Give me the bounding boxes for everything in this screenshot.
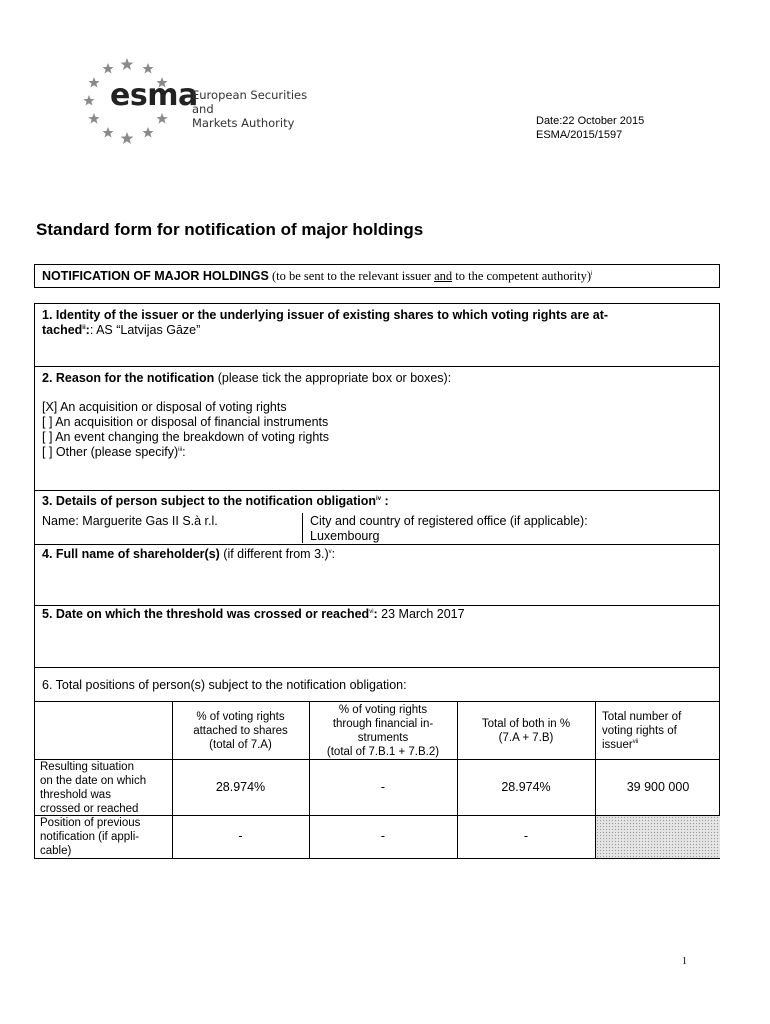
section-2-reason: 2. Reason for the notification (please tick the appropriate box or boxes): [X] An acquisition or disposal of voting rights [ ] An acquisition or disposal of financial instruments [ ] An event changing the breakdown of voting rights [ ] Other (please specify)$^{iii}$: xyxy=(42,371,452,459)
divider xyxy=(35,701,719,702)
esma-logo xyxy=(78,52,318,152)
resulting-instruments-percent: - xyxy=(380,780,386,794)
divider xyxy=(35,490,719,491)
section-6-heading: 6. Total positions of person(s) subject to the notification obligation: xyxy=(42,678,407,692)
logo-wordmark: esma xyxy=(110,78,198,113)
document-reference: ESMA/2015/1597 xyxy=(536,129,623,141)
document-meta xyxy=(536,114,644,142)
reason-option-breakdown-change: [ ] An event changing the breakdown of voting rights xyxy=(42,430,329,444)
divider xyxy=(35,544,719,545)
divider xyxy=(35,605,719,606)
reason-option-voting-rights: [X] An acquisition or disposal of voting rights xyxy=(42,400,287,414)
section-2-heading: 2. Reason for the notification xyxy=(42,371,215,385)
row-label-resulting-situation: Resulting situation on the date on which threshold was crossed or reached xyxy=(40,761,147,815)
previous-total-percent: - xyxy=(523,829,529,843)
shaded-cell xyxy=(596,816,720,858)
org-name-line2: Markets Authority xyxy=(192,116,295,130)
document-date: Date:22 October 2015 xyxy=(536,115,645,127)
section-4-shareholders: 4. Full name of shareholder(s) (if different from 3.)$^v$: xyxy=(42,547,336,561)
divider xyxy=(35,667,719,668)
page-number: 1 xyxy=(682,956,687,967)
threshold-date: 23 March 2017 xyxy=(377,607,465,621)
previous-shares-percent: - xyxy=(238,829,243,843)
divider xyxy=(35,366,719,367)
section-1-heading: 1. Identity of the issuer or the underlying issuer of existing shares to which voting rights are at- xyxy=(42,308,609,322)
resulting-total-voting-rights: 39 900 000 xyxy=(626,780,690,794)
notification-header-box xyxy=(34,264,720,288)
issuer-name: : AS “Latvijas Gāze” xyxy=(89,323,201,337)
row-label-previous-position: Position of previous notification (if appli- cable) xyxy=(40,817,141,857)
section-3-heading: 3. Details of person subject to the notification obligation$^{iv}$ : xyxy=(42,494,389,508)
col-header-instruments: % of voting rights through financial in- struments (total of 7.B.1 + 7.B.2) xyxy=(326,704,440,758)
resulting-total-percent: 28.974% xyxy=(501,780,551,794)
registered-office: City and country of registered office (if applicable): Luxembourg xyxy=(310,514,588,543)
divider xyxy=(302,513,303,543)
reason-option-financial-instruments: [ ] An acquisition or disposal of financial instruments xyxy=(42,415,329,429)
page-title: Standard form for notification of major holdings xyxy=(36,220,424,239)
registered-office-value: Luxembourg xyxy=(310,529,380,543)
col-header-shares: % of voting rights attached to shares (total of 7.A) xyxy=(193,711,288,751)
reason-option-other: [ ] Other (please specify)$^{iii}$: xyxy=(42,445,186,459)
person-name: Name: Marguerite Gas II S.à r.l. xyxy=(42,514,218,528)
section-1-identity: 1. Identity of the issuer or the underlying issuer of existing shares to which voting rights are at- tached$^{ii}$:: AS “Latvijas Gāze” xyxy=(42,308,714,338)
previous-instruments-percent: - xyxy=(380,829,386,843)
col-header-total-percent: Total of both in % (7.A + 7.B) xyxy=(481,718,571,744)
resulting-shares-percent: 28.974% xyxy=(215,780,266,794)
org-name xyxy=(192,88,318,130)
section-5-threshold-date: 5. Date on which the threshold was crossed or reached$^{vi}$: 23 March 2017 xyxy=(42,607,465,621)
col-header-total-voting-rights: Total number of voting rights of issuer$^{vii}$ xyxy=(602,711,682,751)
org-name-line1: European Securities and xyxy=(192,88,308,116)
notification-header: NOTIFICATION OF MAJOR HOLDINGS (to be sent to the relevant issuer and to the competent authority)$^i$ xyxy=(42,269,593,283)
notification-form xyxy=(34,303,720,859)
